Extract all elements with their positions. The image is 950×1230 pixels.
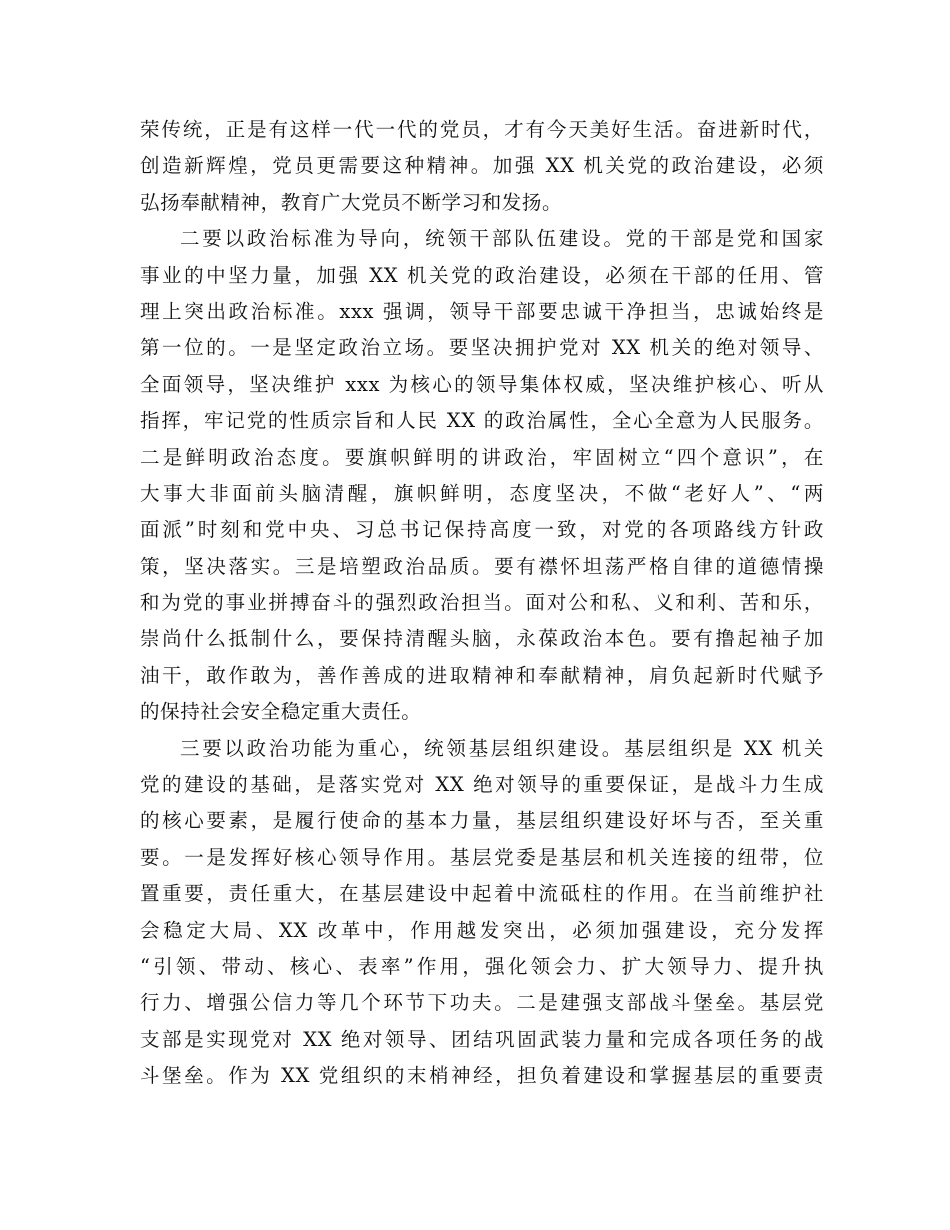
text-line: 理上突出政治标准。xxx 强调，领导干部要忠诚干净担当，忠诚始终是 (140, 299, 824, 323)
text-line: 大事大非面前头脑清醒，旗帜鲜明，态度坚决，不做“老好人”、“两 (140, 481, 824, 505)
text-line: 面派”时刻和党中央、习总书记保持高度一致，对党的各项路线方针政 (140, 518, 824, 542)
text-line: 行力、增强公信力等几个环节下功夫。二是建强支部战斗堡垒。基层党 (140, 991, 824, 1015)
text-line: 二是鲜明政治态度。要旗帜鲜明的讲政治，牢固树立“四个意识”，在 (140, 445, 824, 469)
text-line: 策，坚决落实。三是培塑政治品质。要有襟怀坦荡严格自律的道德情操 (140, 554, 824, 578)
paragraph (140, 221, 824, 730)
text-line: 二要以政治标准为导向，统领干部队伍建设。党的干部是党和国家 (180, 227, 824, 251)
text-line: 油干，敢作敢为，善作善成的进取精神和奉献精神，肩负起新时代赋予 (140, 663, 824, 687)
text-line: 的核心要素，是履行使命的基本力量，基层组织建设好坏与否，至关重 (140, 809, 824, 833)
text-line: 会稳定大局、XX 改革中，作用越发突出，必须加强建设，充分发挥 (140, 918, 824, 942)
text-line: 创造新辉煌，党员更需要这种精神。加强 XX 机关党的政治建设，必须 (140, 154, 824, 178)
text-line: 荣传统，正是有这样一代一代的党员，才有今天美好生活。奋进新时代， (140, 118, 824, 141)
text-line: 要。一是发挥好核心领导作用。基层党委是基层和机关连接的纽带，位 (140, 845, 824, 869)
text-line: “引领、带动、核心、表率”作用，强化领会力、扩大领导力、提升执 (140, 954, 824, 978)
text-line: 三要以政治功能为重心，统领基层组织建设。基层组织是 XX 机关 (180, 736, 824, 760)
text-line: 支部是实现党对 XX 绝对领导、团结巩固武装力量和完成各项任务的战 (140, 1027, 824, 1051)
document-body (140, 112, 824, 1095)
text-line: 和为党的事业拼搏奋斗的强烈政治担当。面对公和私、义和利、苦和乐， (140, 591, 824, 615)
text-line: 的保持社会安全稳定重大责任。 (140, 700, 422, 724)
text-line: 斗堡垒。作为 XX 党组织的末梢神经，担负着建设和掌握基层的重要责 (140, 1064, 824, 1088)
text-line: 第一位的。一是坚定政治立场。要坚决拥护党对 XX 机关的绝对领导、 (140, 336, 824, 360)
text-line: 事业的中坚力量，加强 XX 机关党的政治建设，必须在干部的任用、管 (140, 263, 824, 287)
text-line: 全面领导，坚决维护 xxx 为核心的领导集体权威，坚决维护核心、听从 (140, 372, 824, 396)
paragraph (140, 112, 824, 221)
paragraph (140, 731, 824, 1095)
text-line: 置重要，责任重大，在基层建设中起着中流砥柱的作用。在当前维护社 (140, 882, 824, 906)
text-line: 崇尚什么抵制什么，要保持清醒头脑，永葆政治本色。要有撸起袖子加 (140, 627, 824, 651)
text-line: 指挥，牢记党的性质宗旨和人民 XX 的政治属性，全心全意为人民服务。 (140, 409, 824, 433)
text-line: 弘扬奉献精神，教育广大党员不断学习和发扬。 (140, 190, 563, 214)
text-line: 党的建设的基础，是落实党对 XX 绝对领导的重要保证，是战斗力生成 (140, 773, 824, 797)
